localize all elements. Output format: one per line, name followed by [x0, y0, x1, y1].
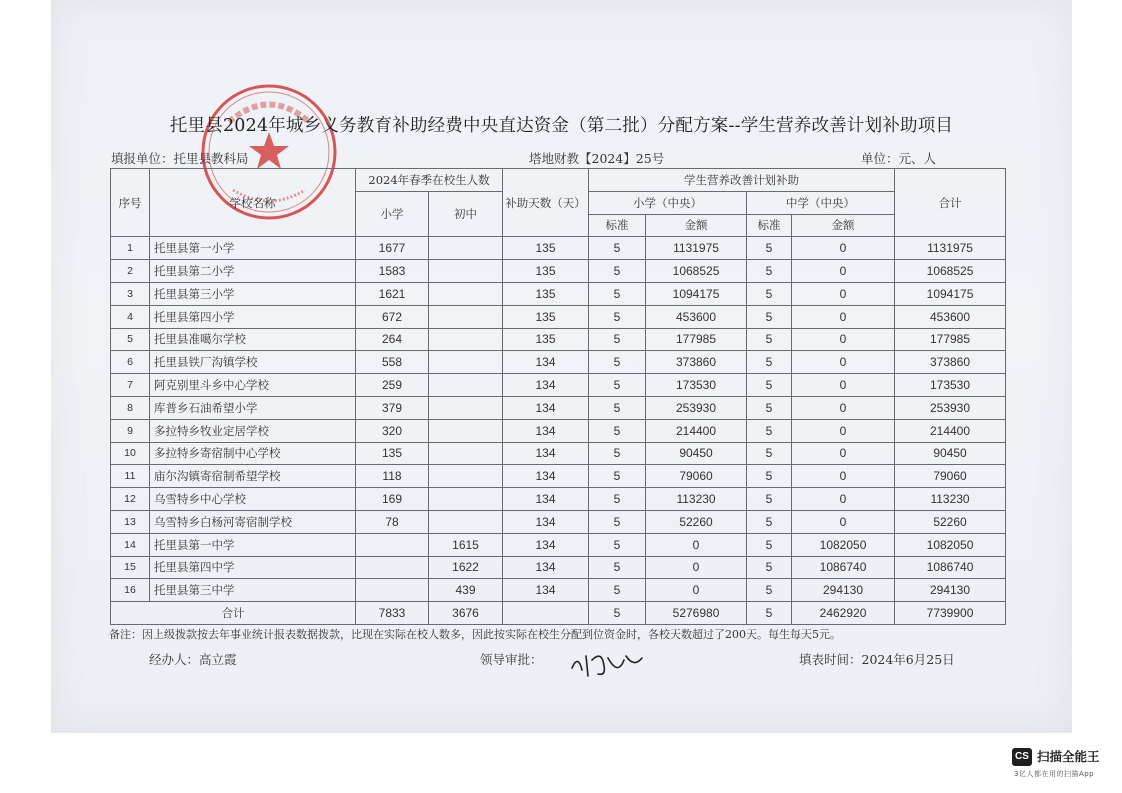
cell-middle-standard: 5 — [747, 465, 792, 488]
header-middle-amount: 金额 — [792, 214, 895, 237]
currency-unit: 单位：元、人 — [861, 151, 937, 166]
header-middle-central: 中学（中央） — [747, 191, 895, 214]
cell-middle-count — [429, 488, 503, 511]
cell-primary-standard: 5 — [589, 419, 646, 442]
cell-primary-standard: 5 — [589, 351, 646, 374]
cell-days: 135 — [503, 282, 589, 305]
cell-school-name: 托里县第三中学 — [150, 579, 356, 602]
table-row — [111, 465, 1006, 488]
cell-middle-count: 1615 — [429, 533, 503, 556]
cell-school-name: 乌雪特乡中心学校 — [150, 488, 356, 511]
cell-school-name: 托里县第一中学 — [150, 533, 356, 556]
fill-date: 填表时间：2024年6月25日 — [799, 652, 955, 667]
cell-primary-amount: 453600 — [646, 305, 747, 328]
cell-days: 134 — [503, 396, 589, 419]
handler-signature: 经办人：高立霞 — [149, 652, 237, 667]
cell-primary-count: 379 — [356, 396, 429, 419]
cell-middle-count — [429, 282, 503, 305]
cell-school-name: 托里县第三小学 — [150, 282, 356, 305]
cell-middle-amount: 0 — [792, 396, 895, 419]
cell-days: 134 — [503, 419, 589, 442]
cell-total: 1082050 — [895, 533, 1006, 556]
cell-primary-count: 1583 — [356, 260, 429, 283]
cell-primary-standard: 5 — [589, 488, 646, 511]
cell-primary-count: 259 — [356, 374, 429, 397]
cell-primary-standard: 5 — [589, 305, 646, 328]
cell-middle-standard: 5 — [747, 579, 792, 602]
cell-index: 8 — [111, 396, 150, 419]
header-enrollment: 2024年春季在校生人数 — [356, 169, 503, 192]
document-title: 托里县2024年城乡义务教育补助经费中央直达资金（第二批）分配方案--学生营养改善计划补助项目 — [169, 116, 954, 136]
cell-primary-count: 1621 — [356, 282, 429, 305]
reporting-unit: 填报单位：托里县教科局 — [111, 151, 249, 166]
table-row — [111, 442, 1006, 465]
cell-school-name: 托里县准噶尔学校 — [150, 328, 356, 351]
cell-school-name: 托里县铁厂沟镇学校 — [150, 351, 356, 374]
cell-school-name: 多拉特乡寄宿制中心学校 — [150, 442, 356, 465]
cell-index: 16 — [111, 579, 150, 602]
table-row — [111, 305, 1006, 328]
cell-index: 2 — [111, 260, 150, 283]
cell-primary-count: 264 — [356, 328, 429, 351]
header-index: 序号 — [111, 169, 150, 237]
cell-primary-amount: 79060 — [646, 465, 747, 488]
table-row — [111, 351, 1006, 374]
cell-days: 134 — [503, 488, 589, 511]
cell-primary-count: 78 — [356, 510, 429, 533]
cell-days: 134 — [503, 442, 589, 465]
header-primary-central: 小学（中央） — [589, 191, 747, 214]
cell-middle-count — [429, 260, 503, 283]
cell-total: 79060 — [895, 465, 1006, 488]
table-row — [111, 510, 1006, 533]
cell-primary-standard: 5 — [589, 579, 646, 602]
cell-primary-count: 169 — [356, 488, 429, 511]
table-row — [111, 556, 1006, 579]
cell-middle-amount: 0 — [792, 465, 895, 488]
cell-middle-standard: 5 — [747, 488, 792, 511]
cell-school-name: 托里县第一小学 — [150, 237, 356, 260]
cell-primary-count: 672 — [356, 305, 429, 328]
cell-days: 135 — [503, 260, 589, 283]
cell-school-name: 托里县第四小学 — [150, 305, 356, 328]
cell-total: 1068525 — [895, 260, 1006, 283]
cell-index: 3 — [111, 282, 150, 305]
cell-primary-amount: 0 — [646, 533, 747, 556]
approval-label: 领导审批： — [480, 652, 543, 667]
cell-middle-count — [429, 442, 503, 465]
cell-school-name: 库普乡石油希望小学 — [150, 396, 356, 419]
cell-middle-count: 1622 — [429, 556, 503, 579]
cell-primary-amount: 1068525 — [646, 260, 747, 283]
cell-middle-count — [429, 465, 503, 488]
cell-school-name: 乌雪特乡白杨河寄宿制学校 — [150, 510, 356, 533]
cell-primary-count — [356, 556, 429, 579]
cell-days: 134 — [503, 351, 589, 374]
remarks-note: 备注：因上级拨款按去年事业统计报表数据拨款，比现在实际在校人数多，因此按实际在校生分配到位资金时，各校天数超过了200天。每生每天5元。 — [109, 628, 841, 641]
cell-primary-amount: 214400 — [646, 419, 747, 442]
cell-index: 7 — [111, 374, 150, 397]
cell-middle-standard: 5 — [747, 510, 792, 533]
cell-index: 12 — [111, 488, 150, 511]
header-subsidy: 学生营养改善计划补助 — [589, 169, 895, 192]
cell-middle-standard: 5 — [747, 237, 792, 260]
table-row — [111, 396, 1006, 419]
cell-primary-amount: 52260 — [646, 510, 747, 533]
cell-days: 134 — [503, 556, 589, 579]
cell-middle-standard: 5 — [747, 396, 792, 419]
header-days: 补助天数（天） — [503, 169, 589, 237]
cell-index: 14 — [111, 533, 150, 556]
header-primary: 小学 — [356, 191, 429, 237]
table-row — [111, 328, 1006, 351]
cell-school-name: 多拉特乡牧业定居学校 — [150, 419, 356, 442]
cell-primary-amount: 0 — [646, 556, 747, 579]
header-middle: 初中 — [429, 191, 503, 237]
cell-days: 134 — [503, 465, 589, 488]
document-number: 塔地财教【2024】25号 — [529, 151, 665, 166]
cell-primary-count — [356, 533, 429, 556]
header-school: 学校名称 — [150, 169, 356, 237]
cell-primary-amount: 1131975 — [646, 237, 747, 260]
cell-middle-amount: 0 — [792, 510, 895, 533]
total-days — [503, 602, 589, 625]
cell-primary-amount: 1094175 — [646, 282, 747, 305]
cell-primary-amount: 173530 — [646, 374, 747, 397]
watermark-app-name: 扫描全能王 — [1037, 749, 1100, 764]
cell-middle-amount: 0 — [792, 305, 895, 328]
header-primary-standard: 标准 — [589, 214, 646, 237]
cell-primary-count: 135 — [356, 442, 429, 465]
header-primary-amount: 金额 — [646, 214, 747, 237]
cell-middle-amount: 1082050 — [792, 533, 895, 556]
cell-middle-amount: 0 — [792, 328, 895, 351]
cell-middle-standard: 5 — [747, 533, 792, 556]
total-middle-standard: 5 — [747, 602, 792, 625]
cell-index: 13 — [111, 510, 150, 533]
cell-middle-standard: 5 — [747, 351, 792, 374]
cell-total: 1094175 — [895, 282, 1006, 305]
allocation-table — [110, 168, 1006, 625]
cell-middle-standard: 5 — [747, 328, 792, 351]
table-row — [111, 282, 1006, 305]
total-primary-amount: 5276980 — [646, 602, 747, 625]
cell-school-name: 庙尔沟镇寄宿制希望学校 — [150, 465, 356, 488]
cell-middle-count: 439 — [429, 579, 503, 602]
total-middle-amount: 2462920 — [792, 602, 895, 625]
cell-middle-standard: 5 — [747, 419, 792, 442]
cell-primary-standard: 5 — [589, 442, 646, 465]
cell-primary-standard: 5 — [589, 533, 646, 556]
cell-middle-amount: 0 — [792, 374, 895, 397]
header-middle-standard: 标准 — [747, 214, 792, 237]
cell-days: 135 — [503, 237, 589, 260]
cell-middle-amount: 0 — [792, 442, 895, 465]
header-total: 合计 — [895, 169, 1006, 237]
cell-primary-count — [356, 579, 429, 602]
cell-primary-standard: 5 — [589, 465, 646, 488]
cell-total: 214400 — [895, 419, 1006, 442]
cell-middle-count — [429, 510, 503, 533]
cell-middle-standard: 5 — [747, 305, 792, 328]
cell-school-name: 托里县第二小学 — [150, 260, 356, 283]
cell-middle-amount: 294130 — [792, 579, 895, 602]
total-primary-standard: 5 — [589, 602, 646, 625]
cell-middle-count — [429, 237, 503, 260]
totals-label: 合计 — [111, 602, 356, 625]
cell-total: 294130 — [895, 579, 1006, 602]
cell-primary-amount: 0 — [646, 579, 747, 602]
cell-total: 1086740 — [895, 556, 1006, 579]
cell-primary-count: 558 — [356, 351, 429, 374]
cell-total: 453600 — [895, 305, 1006, 328]
cell-middle-standard: 5 — [747, 260, 792, 283]
camscanner-logo-icon: CS — [1012, 748, 1032, 766]
cell-primary-standard: 5 — [589, 374, 646, 397]
cell-middle-amount: 0 — [792, 237, 895, 260]
grand-total: 7739900 — [895, 602, 1006, 625]
cell-days: 135 — [503, 328, 589, 351]
cell-middle-amount: 0 — [792, 351, 895, 374]
cell-days: 134 — [503, 510, 589, 533]
cell-primary-amount: 113230 — [646, 488, 747, 511]
cell-primary-standard: 5 — [589, 396, 646, 419]
cell-index: 1 — [111, 237, 150, 260]
scanner-app-watermark — [1012, 748, 1112, 782]
cell-total: 113230 — [895, 488, 1006, 511]
cell-middle-count — [429, 396, 503, 419]
cell-primary-amount: 373860 — [646, 351, 747, 374]
handwritten-signature — [568, 646, 648, 682]
cell-primary-standard: 5 — [589, 260, 646, 283]
cell-middle-standard: 5 — [747, 556, 792, 579]
cell-middle-count — [429, 374, 503, 397]
cell-school-name: 阿克别里斗乡中心学校 — [150, 374, 356, 397]
cell-middle-amount: 0 — [792, 282, 895, 305]
cell-total: 177985 — [895, 328, 1006, 351]
cell-total: 173530 — [895, 374, 1006, 397]
cell-middle-count — [429, 351, 503, 374]
table-row — [111, 579, 1006, 602]
total-primary: 7833 — [356, 602, 429, 625]
table-row — [111, 488, 1006, 511]
cell-total: 1131975 — [895, 237, 1006, 260]
cell-days: 134 — [503, 579, 589, 602]
cell-primary-count: 320 — [356, 419, 429, 442]
cell-middle-standard: 5 — [747, 442, 792, 465]
cell-middle-amount: 0 — [792, 419, 895, 442]
cell-middle-count — [429, 419, 503, 442]
cell-total: 52260 — [895, 510, 1006, 533]
table-row — [111, 374, 1006, 397]
cell-index: 6 — [111, 351, 150, 374]
scanned-page — [51, 0, 1072, 733]
cell-middle-amount: 1086740 — [792, 556, 895, 579]
cell-primary-standard: 5 — [589, 556, 646, 579]
table-row — [111, 260, 1006, 283]
cell-primary-standard: 5 — [589, 237, 646, 260]
cell-primary-standard: 5 — [589, 282, 646, 305]
cell-middle-standard: 5 — [747, 374, 792, 397]
cell-middle-amount: 0 — [792, 260, 895, 283]
cell-index: 10 — [111, 442, 150, 465]
table-row — [111, 237, 1006, 260]
cell-total: 90450 — [895, 442, 1006, 465]
cell-primary-count: 1677 — [356, 237, 429, 260]
cell-index: 15 — [111, 556, 150, 579]
cell-middle-count — [429, 328, 503, 351]
cell-days: 134 — [503, 374, 589, 397]
total-middle: 3676 — [429, 602, 503, 625]
cell-primary-amount: 90450 — [646, 442, 747, 465]
totals-row — [111, 602, 1006, 625]
table-row — [111, 419, 1006, 442]
cell-primary-standard: 5 — [589, 510, 646, 533]
cell-index: 9 — [111, 419, 150, 442]
cell-total: 253930 — [895, 396, 1006, 419]
table-row — [111, 533, 1006, 556]
cell-total: 373860 — [895, 351, 1006, 374]
cell-middle-standard: 5 — [747, 282, 792, 305]
cell-primary-standard: 5 — [589, 328, 646, 351]
cell-index: 5 — [111, 328, 150, 351]
cell-school-name: 托里县第四中学 — [150, 556, 356, 579]
cell-days: 134 — [503, 533, 589, 556]
cell-middle-count — [429, 305, 503, 328]
watermark-tagline: 3亿人都在用的扫描App — [1014, 770, 1095, 778]
cell-primary-count: 118 — [356, 465, 429, 488]
cell-primary-amount: 253930 — [646, 396, 747, 419]
cell-days: 135 — [503, 305, 589, 328]
cell-index: 11 — [111, 465, 150, 488]
cell-index: 4 — [111, 305, 150, 328]
cell-middle-amount: 0 — [792, 488, 895, 511]
cell-primary-amount: 177985 — [646, 328, 747, 351]
